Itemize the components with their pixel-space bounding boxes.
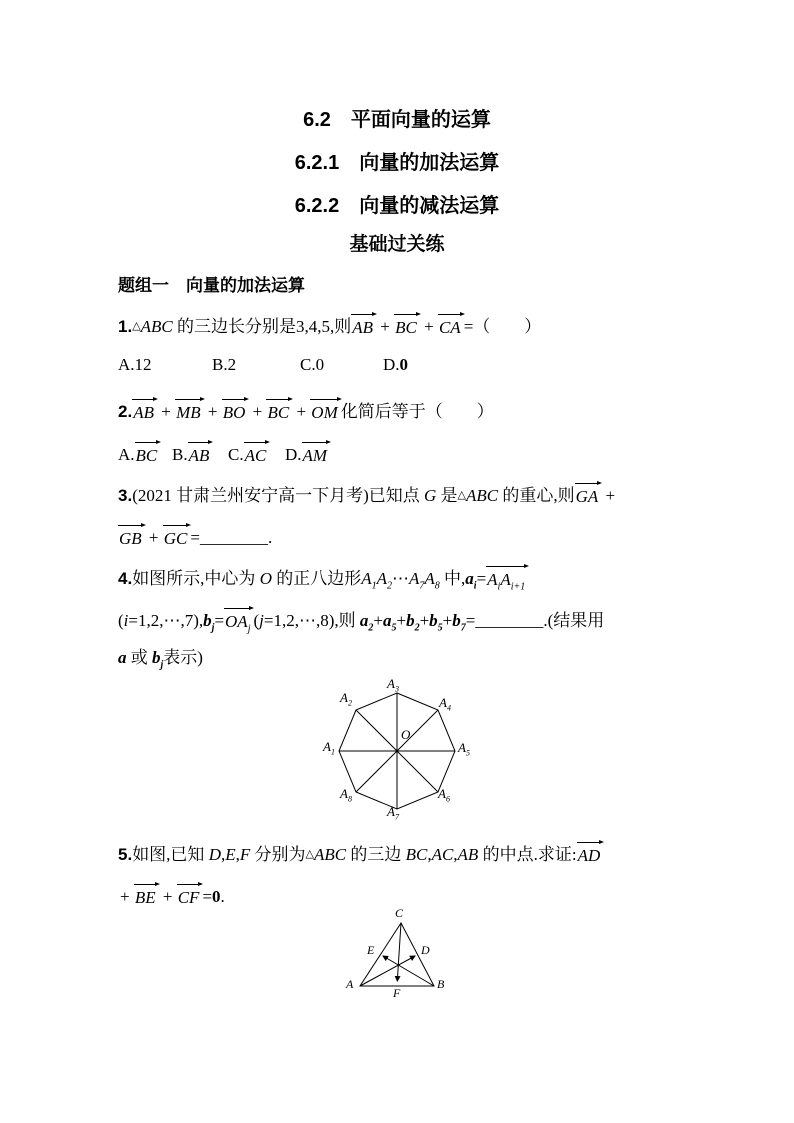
question-4-line-2: $(i=1,2,\cdots,7),b_j=OA_j$ (j=1,2,⋯,8),则 $a_2+a_5+b_2+b_5+b_7=\_\_\_\_\_\_\_\_$.(结果用	[118, 604, 604, 634]
vertex-label-a: A	[346, 977, 354, 991]
vertex-label-b: B	[437, 977, 445, 991]
question-1-stem: 1.△ABC 的三边长分别是3,4,5,则AB + BC + CA =（ ）	[118, 310, 541, 340]
question-4-line-1: 4.如图所示,中心为 O 的正八边形$A_1A_2\cdots A_7A_8$ 中$,a_i=A_iA_{i+1}$	[118, 562, 528, 592]
vertex-label-a1: $A_1$	[323, 739, 335, 757]
vertex-label-a5: $A_5$	[458, 740, 470, 758]
option-d: D.0	[383, 355, 409, 374]
question-5-line-2: + BE + CF =0.	[120, 880, 225, 910]
subsection-title-subtraction: 6.2.2 向量的减法运算	[294, 195, 500, 217]
vertex-label-a8: $A_8$	[340, 786, 352, 804]
midpoint-label-f: F	[393, 986, 401, 1000]
option-a: A.12	[118, 355, 152, 374]
question-2-options	[118, 438, 330, 468]
octagon-figure	[325, 678, 475, 820]
option-a: A.BC	[118, 438, 172, 468]
triangle-figure	[343, 903, 455, 998]
option-d: D.AM	[285, 438, 330, 468]
question-4-line-3: a 或 $b_j$表示)	[118, 648, 203, 671]
option-c: C.AC	[228, 438, 285, 468]
option-c: C.0	[300, 355, 325, 374]
question-2-stem: 2.AB + MB + BO + BC + OM 化简后等于（ ）	[118, 395, 494, 425]
page-title: 6.2 平面向量的运算	[303, 109, 491, 131]
vertex-label-a2: $A_2$	[340, 690, 352, 708]
subsection-title-addition: 6.2.1 向量的加法运算	[294, 152, 500, 174]
center-label-o: O	[401, 727, 411, 742]
midpoint-label-d: D	[421, 943, 430, 957]
practice-section-title: 基础过关练	[349, 234, 445, 255]
question-3-line-2: GB + GC =________.	[118, 521, 272, 551]
vertex-label-a7: $A_7$	[387, 804, 399, 822]
question-5-line-1: 5.如图,已知 D,E,F 分别为△ABC 的三边 BC,AC,AB 的中点.求证:AD	[118, 838, 603, 868]
question-3-line-1: 3.(2021 甘肃兰州安宁高一下月考)已知点 G 是△ABC 的重心,则GA +	[118, 479, 615, 509]
vertex-label-c: C	[395, 906, 404, 920]
vertex-label-a4: $A_4$	[439, 695, 451, 713]
option-b: B.AB	[172, 438, 228, 468]
vertex-label-a3: $A_3$	[387, 676, 399, 694]
question-group-heading: 题组一 向量的加法运算	[118, 276, 305, 295]
question-1-options	[118, 353, 408, 377]
option-b: B.2	[212, 355, 237, 374]
vertex-label-a6: $A_6$	[438, 786, 450, 804]
midpoint-label-e: E	[367, 943, 375, 957]
